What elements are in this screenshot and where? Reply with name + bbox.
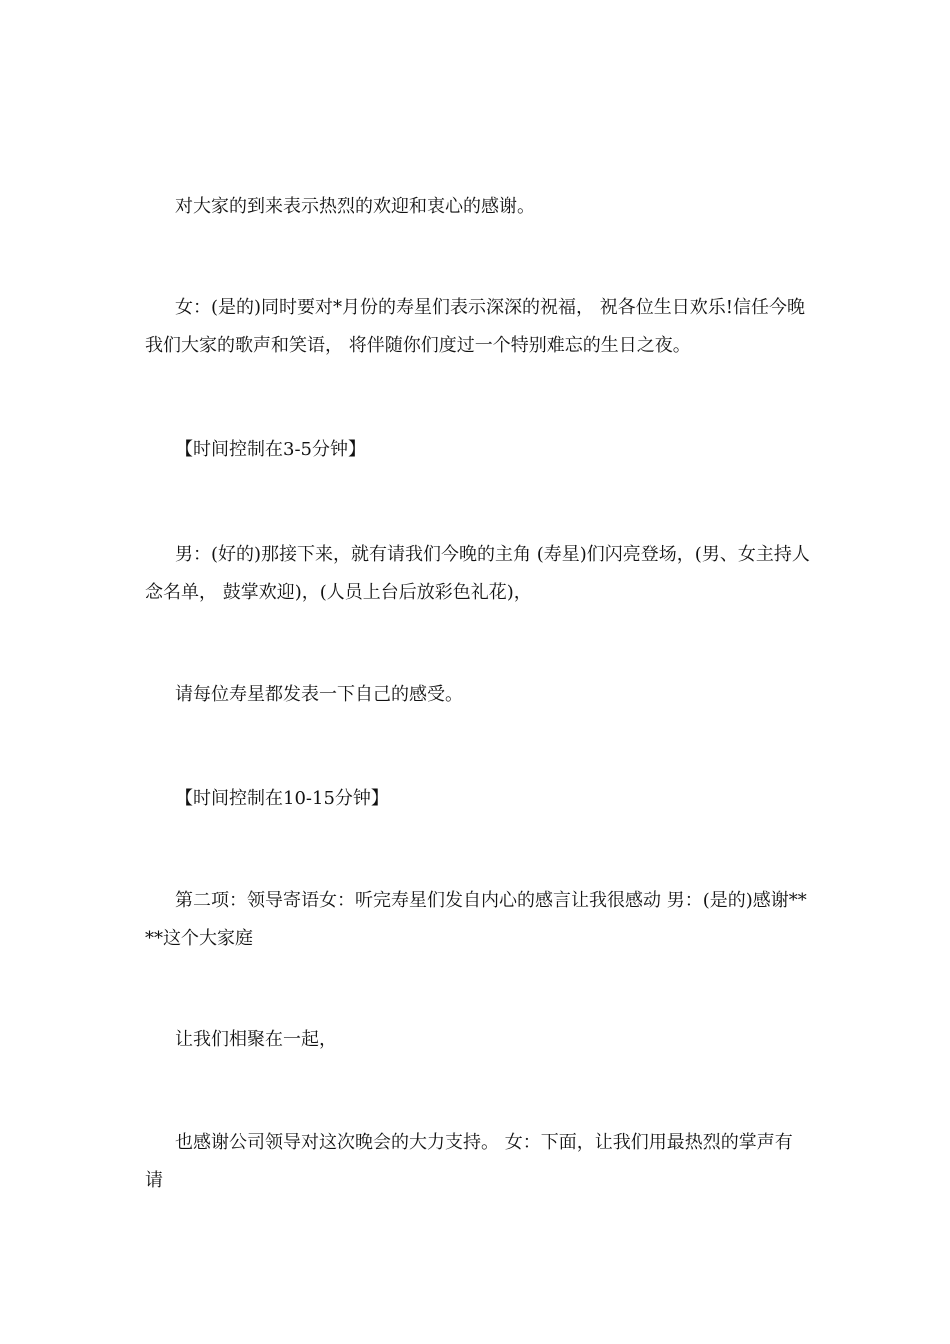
paragraph-male-invite-stars: 男：(好的)那接下来，就有请我们今晚的主角 (寿星)们闪亮登场，(男、女主持人念名单， 鼓掌欢迎)，(人员上台后放彩色礼花)， — [145, 544, 810, 603]
paragraph-leader-message: 第二项：领导寄语女：听完寿星们发自内心的感言让我很感动 男：(是的)感谢****这个大家庭 — [145, 890, 807, 949]
paragraph-time-note-10-15: 【时间控制在10-15分钟】 — [175, 788, 389, 809]
paragraph-time-note-3-5: 【时间控制在3-5分钟】 — [175, 439, 366, 460]
paragraph-thanks-leadership: 也感谢公司领导对这次晚会的大力支持。 女：下面，让我们用最热烈的掌声有请 — [145, 1132, 793, 1191]
paragraph-welcome-thanks: 对大家的到来表示热烈的欢迎和衷心的感谢。 — [175, 196, 535, 217]
paragraph-female-birthday-wishes: 女：(是的)同时要对*月份的寿星们表示深深的祝福， 祝各位生日欢乐!信任今晚我们大家的歌声和笑语， 将伴随你们度过一个特别难忘的生日之夜。 — [145, 297, 805, 356]
paragraph-gather-together: 让我们相聚在一起， — [175, 1029, 337, 1050]
paragraph-stars-speak: 请每位寿星都发表一下自己的感受。 — [175, 684, 463, 705]
